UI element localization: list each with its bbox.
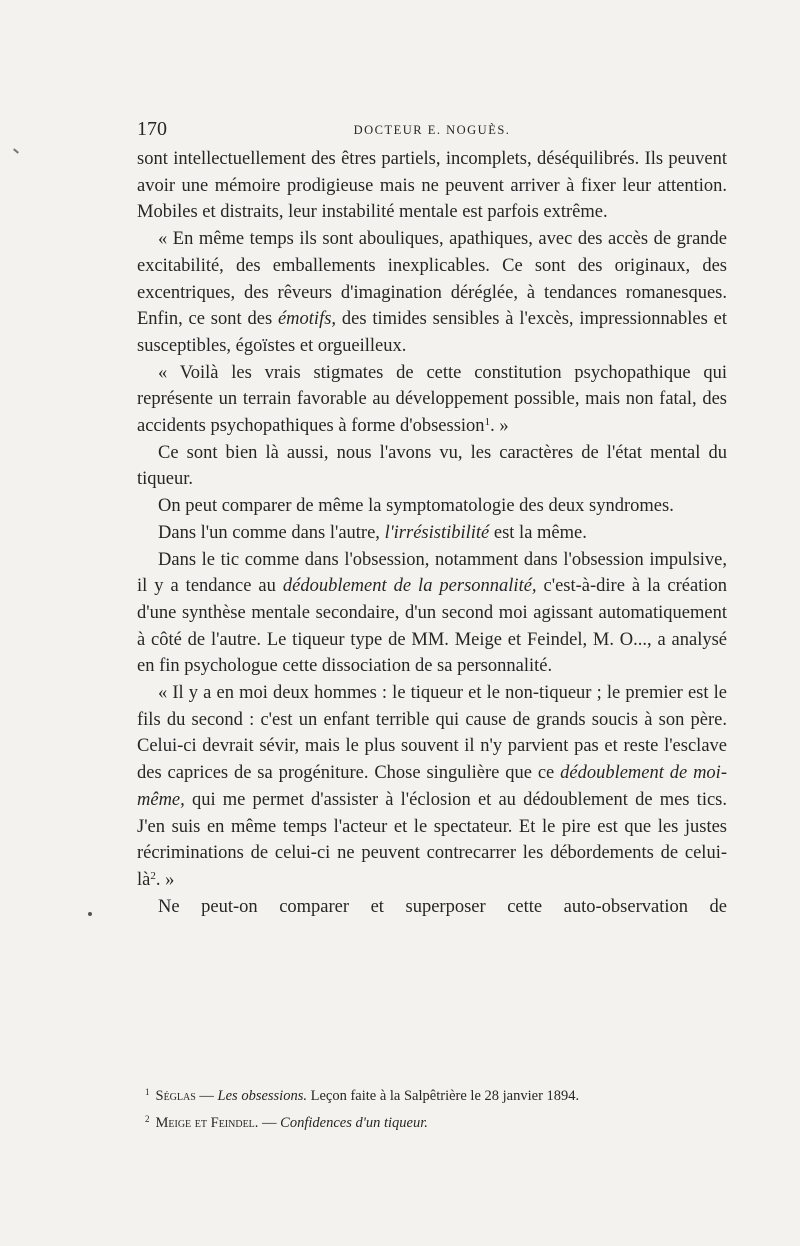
body-text <box>137 146 727 920</box>
paragraph-8: « Il y a en moi deux hommes : le tiqueur et le non-tiqueur ; le premier est le fils du second : c'est un enfant terrible qui cause de grands soucis à son père. Celui-ci devrait sévir, mais le plus souvent il n'y parvient pas et reste l'esclave des caprices de sa progéniture. Chose singulière que ce dédoublement de moi-même, qui me permet d'assister à l'éclosion et au dédoublement de mes tics. J'en suis en même temps l'acteur et le spectateur. Et le pire est que les justes récriminations de celui-ci ne peuvent contrecarrer les débordements de celui-$là^2$. » <box>137 683 727 890</box>
paragraph-4: Ce sont bien là aussi, nous l'avons vu, les caractères de l'état mental du tiqueur. <box>137 442 727 490</box>
footnote-title: Confidences d'un tiqueur. <box>280 1115 428 1131</box>
emphasis: l'irrésistibilité <box>384 522 490 543</box>
paragraph-6: Dans l'un comme dans l'autre, l'irrésistibilité est la même. <box>158 522 587 543</box>
margin-mark <box>13 148 19 153</box>
footnote-2: $^2$ Meige et Feindel. — Confidences d'un tiqueur. <box>145 1114 428 1131</box>
paragraph-5: On peut comparer de même la symptomatologie des deux syndromes. <box>158 496 674 517</box>
footnote-title: Les obsessions. <box>217 1088 307 1104</box>
footnote-ref: 1 <box>484 416 491 429</box>
page-number: 170 <box>137 118 167 140</box>
page-header <box>137 118 727 144</box>
paragraph-2: « En même temps ils sont abouliques, apathiques, avec des accès de grande excitabilité, des emballements inexplicables. Ce sont des originaux, des excentriques, des rêveurs d'imagination déréglée, à tendances romanesques. Enfin, ce sont des émotifs, des timides sensibles à l'excès, impressionnables et susceptibles, égoïstes et orgueilleux. <box>137 229 727 356</box>
footnote-mark: 2 <box>145 1114 150 1124</box>
footnotes <box>145 1081 725 1135</box>
footnote-ref: 2 <box>150 869 156 882</box>
footnote-author: Séglas <box>155 1088 196 1104</box>
emphasis: dédoublement de la personnalité, <box>282 576 537 597</box>
emphasis: dédoublement de moi-même, <box>137 763 727 810</box>
margin-dot <box>88 912 92 916</box>
footnote-author: Meige et Feindel <box>155 1115 255 1131</box>
footnote-1: $^1$ Séglas — Les obsessions. Leçon faite à la Salpêtrière le 28 janvier 1894. <box>145 1087 580 1104</box>
paragraph-3: « Voilà les vrais stigmates de cette constitution psychopathique qui représente un terrain favorable au développement possible, mais non fatal, des accidents psychopathiques à forme d'obsession$^1$. » <box>137 362 727 437</box>
footnote-mark: 1 <box>145 1087 150 1097</box>
running-head: DOCTEUR E. NOGUÈS. <box>353 123 511 137</box>
emphasis: émotifs, <box>277 309 337 330</box>
paragraph-9: Ne peut-on comparer et superposer cette auto-observation de <box>158 896 727 917</box>
paragraph-7: Dans le tic comme dans l'obsession, notamment dans l'obsession impulsive, il y a tendance au dédoublement de la personnalité, c'est-à-dire à la création d'une synthèse mentale secondaire, d'un second moi agissant automatiquement à côté de l'autre. Le tiqueur type de MM. Meige et Feindel, M. O..., a analysé en fin psychologue cette dissociation de sa personnalité. <box>137 549 727 677</box>
paragraph-1: sont intellectuellement des êtres partiels, incomplets, déséquilibrés. Ils peuvent avoir une mémoire prodigieuse mais ne peuvent arriver à fixer leur attention. Mobiles et distraits, leur instabilité mentale est parfois extrême. <box>137 149 727 223</box>
